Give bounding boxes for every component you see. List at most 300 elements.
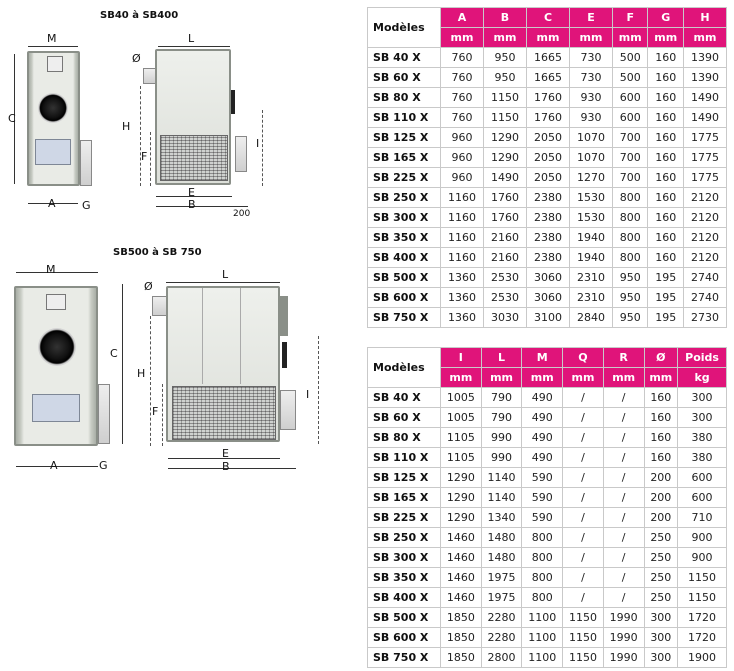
table-row [368, 508, 727, 528]
model-cell: SB 110 X [368, 108, 441, 128]
value-cell: 195 [648, 288, 683, 308]
value-cell: 1460 [441, 548, 482, 568]
value-cell: 2120 [683, 208, 726, 228]
value-cell: 160 [648, 248, 683, 268]
value-cell: 1530 [570, 208, 613, 228]
model-cell: SB 165 X [368, 148, 441, 168]
value-cell: 490 [522, 408, 563, 428]
model-cell: SB 125 X [368, 468, 441, 488]
value-cell: 2730 [683, 308, 726, 328]
value-cell: 1460 [441, 588, 482, 608]
value-cell: 1005 [441, 388, 482, 408]
value-cell: 1290 [484, 128, 527, 148]
value-cell: 1160 [441, 208, 484, 228]
table-row [368, 628, 727, 648]
model-cell: SB 600 X [368, 628, 441, 648]
value-cell: 3060 [527, 268, 570, 288]
value-cell: 1975 [481, 588, 522, 608]
table-row [368, 468, 727, 488]
value-cell: 1720 [678, 628, 727, 648]
top-front-vent [47, 56, 63, 72]
value-cell: 160 [648, 88, 683, 108]
model-cell: SB 750 X [368, 648, 441, 668]
top-diagram-caption: SB40 à SB400 [100, 10, 179, 21]
value-cell: 1100 [522, 648, 563, 668]
table-row [368, 248, 727, 268]
dim-label-m-top: M [47, 32, 57, 45]
table-row [368, 428, 727, 448]
dim-label-diam-bottom: Ø [144, 280, 153, 293]
value-cell: 160 [644, 448, 678, 468]
value-cell: 1150 [563, 628, 604, 648]
value-cell: 200 [644, 508, 678, 528]
model-cell: SB 400 X [368, 588, 441, 608]
value-cell: 300 [644, 608, 678, 628]
unit-header: mm [527, 28, 570, 48]
value-cell: 600 [613, 88, 648, 108]
value-cell: / [603, 388, 644, 408]
bottom-side-flue-box [280, 296, 288, 336]
bottom-side-duct [280, 390, 296, 430]
value-cell: 2050 [527, 148, 570, 168]
dim-label-i-bottom: I [306, 388, 310, 401]
value-cell: 1100 [522, 628, 563, 648]
value-cell: 1665 [527, 48, 570, 68]
unit-header: mm [648, 28, 683, 48]
value-cell: 2050 [527, 128, 570, 148]
table-row [368, 68, 727, 88]
value-cell: 1140 [481, 468, 522, 488]
value-cell: 250 [644, 528, 678, 548]
value-cell: 300 [644, 648, 678, 668]
dimensions-table-2 [367, 347, 727, 668]
model-cell: SB 40 X [368, 388, 441, 408]
value-cell: 1290 [441, 468, 482, 488]
column-header: F [613, 8, 648, 28]
value-cell: 800 [613, 248, 648, 268]
unit-header: kg [678, 368, 727, 388]
value-cell: 3030 [484, 308, 527, 328]
table-row [368, 268, 727, 288]
value-cell: / [603, 548, 644, 568]
value-cell: 960 [441, 128, 484, 148]
model-column-header: Modèles [368, 8, 441, 48]
value-cell: 930 [570, 88, 613, 108]
dim-label-c-bottom: C [110, 347, 118, 360]
table-row [368, 188, 727, 208]
model-cell: SB 80 X [368, 428, 441, 448]
value-cell: 2280 [481, 608, 522, 628]
value-cell: 2800 [481, 648, 522, 668]
bottom-front-vent [46, 294, 66, 310]
bottom-front-view [14, 286, 98, 446]
table-row [368, 608, 727, 628]
value-cell: 1530 [570, 188, 613, 208]
value-cell: 1150 [678, 588, 727, 608]
value-cell: / [603, 508, 644, 528]
dim-line-b-bottom [168, 468, 296, 469]
value-cell: 2120 [683, 248, 726, 268]
value-cell: 160 [648, 148, 683, 168]
value-cell: 1490 [683, 88, 726, 108]
value-cell: / [603, 448, 644, 468]
value-cell: 930 [570, 108, 613, 128]
model-cell: SB 225 X [368, 508, 441, 528]
value-cell: 590 [522, 508, 563, 528]
value-cell: 590 [522, 468, 563, 488]
value-cell: 1160 [441, 248, 484, 268]
value-cell: 160 [648, 208, 683, 228]
value-cell: / [563, 548, 604, 568]
value-cell: 1105 [441, 448, 482, 468]
unit-header: mm [484, 28, 527, 48]
value-cell: 1850 [441, 608, 482, 628]
value-cell: 730 [570, 68, 613, 88]
value-cell: 2120 [683, 228, 726, 248]
model-cell: SB 225 X [368, 168, 441, 188]
dim-label-f-bottom: F [152, 405, 159, 418]
unit-header: mm [644, 368, 678, 388]
value-cell: 1990 [603, 628, 644, 648]
value-cell: 600 [613, 108, 648, 128]
dim-label-g-bottom: G [99, 459, 108, 472]
value-cell: 950 [484, 68, 527, 88]
table-row [368, 168, 727, 188]
value-cell: 1940 [570, 248, 613, 268]
top-side-duct [235, 136, 247, 172]
column-header: G [648, 8, 683, 28]
value-cell: 2380 [527, 248, 570, 268]
table-row [368, 568, 727, 588]
dim-line-c-bottom [122, 284, 123, 444]
dim-label-f-top: F [141, 150, 148, 163]
value-cell: / [603, 408, 644, 428]
value-cell: / [563, 408, 604, 428]
value-cell: 760 [441, 88, 484, 108]
model-cell: SB 600 X [368, 288, 441, 308]
value-cell: 2380 [527, 188, 570, 208]
value-cell: 1390 [683, 48, 726, 68]
value-cell: 1360 [441, 268, 484, 288]
unit-header: mm [613, 28, 648, 48]
dim-label-g-top: G [82, 199, 91, 212]
table-row [368, 288, 727, 308]
dim-line-i-top [262, 110, 263, 186]
value-cell: 1760 [484, 208, 527, 228]
value-cell: 1460 [441, 568, 482, 588]
value-cell: 2840 [570, 308, 613, 328]
value-cell: 1360 [441, 308, 484, 328]
bottom-front-duct [98, 384, 110, 444]
value-cell: 1900 [678, 648, 727, 668]
value-cell: 2740 [683, 288, 726, 308]
value-cell: 1160 [441, 188, 484, 208]
value-cell: 2310 [570, 288, 613, 308]
value-cell: / [603, 428, 644, 448]
value-cell: 195 [648, 308, 683, 328]
column-header: A [441, 8, 484, 28]
value-cell: 800 [522, 588, 563, 608]
dim-label-m-bottom: M [46, 263, 56, 276]
value-cell: 195 [648, 268, 683, 288]
value-cell: 1150 [484, 108, 527, 128]
model-cell: SB 60 X [368, 68, 441, 88]
value-cell: 1760 [527, 108, 570, 128]
value-cell: 160 [644, 388, 678, 408]
value-cell: 2530 [484, 268, 527, 288]
table-row [368, 588, 727, 608]
unit-header: mm [481, 368, 522, 388]
model-cell: SB 250 X [368, 188, 441, 208]
value-cell: / [563, 468, 604, 488]
value-cell: / [603, 568, 644, 588]
column-header: R [603, 348, 644, 368]
value-cell: 960 [441, 148, 484, 168]
model-cell: SB 350 X [368, 228, 441, 248]
dim-label-h-top: H [122, 120, 131, 133]
value-cell: 1140 [481, 488, 522, 508]
dim-label-c-top: C [8, 112, 16, 125]
value-cell: 3100 [527, 308, 570, 328]
dim-line-b-top [156, 206, 248, 207]
value-cell: 950 [613, 268, 648, 288]
value-cell: 950 [613, 308, 648, 328]
dim-line-i-bottom [318, 336, 319, 444]
table-row [368, 308, 727, 328]
value-cell: 800 [522, 548, 563, 568]
value-cell: 900 [678, 528, 727, 548]
value-cell: 1150 [484, 88, 527, 108]
value-cell: 1150 [563, 608, 604, 628]
value-cell: 2740 [683, 268, 726, 288]
value-cell: 490 [522, 428, 563, 448]
value-cell: 1150 [678, 568, 727, 588]
value-cell: / [603, 468, 644, 488]
dim-line-m-top [28, 46, 78, 47]
value-cell: 760 [441, 108, 484, 128]
table-row [368, 408, 727, 428]
table-row [368, 108, 727, 128]
value-cell: 500 [613, 68, 648, 88]
table-row [368, 448, 727, 468]
model-cell: SB 300 X [368, 208, 441, 228]
unit-header: mm [570, 28, 613, 48]
column-header: M [522, 348, 563, 368]
dim-line-l-top [158, 46, 230, 47]
value-cell: / [563, 388, 604, 408]
value-cell: 790 [481, 408, 522, 428]
value-cell: 1990 [603, 608, 644, 628]
value-cell: 1775 [683, 148, 726, 168]
model-cell: SB 300 X [368, 548, 441, 568]
value-cell: 160 [644, 408, 678, 428]
dim-label-a-top: A [48, 197, 56, 210]
value-cell: 700 [613, 148, 648, 168]
value-cell: 800 [522, 568, 563, 588]
value-cell: 250 [644, 548, 678, 568]
value-cell: 250 [644, 588, 678, 608]
value-cell: 700 [613, 168, 648, 188]
dim-label-e-top: E [188, 186, 195, 199]
value-cell: 700 [613, 128, 648, 148]
column-header: Ø [644, 348, 678, 368]
dim-label-b-top: B [188, 198, 196, 211]
value-cell: 1850 [441, 628, 482, 648]
fan-icon [38, 328, 76, 366]
model-column-header: Modèles [368, 348, 441, 388]
model-cell: SB 110 X [368, 448, 441, 468]
value-cell: 950 [484, 48, 527, 68]
table-row [368, 488, 727, 508]
column-header: C [527, 8, 570, 28]
unit-header: mm [563, 368, 604, 388]
control-panel [32, 394, 80, 422]
model-cell: SB 40 X [368, 48, 441, 68]
bottom-side-connector [282, 342, 287, 368]
product-diagrams [0, 0, 360, 671]
value-cell: 300 [678, 408, 727, 428]
value-cell: 900 [678, 548, 727, 568]
value-cell: 1290 [441, 488, 482, 508]
value-cell: 1070 [570, 148, 613, 168]
value-cell: 1160 [441, 228, 484, 248]
bottom-diagram-caption: SB500 à SB 750 [113, 247, 202, 258]
table-row [368, 88, 727, 108]
value-cell: / [563, 528, 604, 548]
value-cell: 160 [648, 188, 683, 208]
column-header: L [481, 348, 522, 368]
value-cell: / [563, 568, 604, 588]
value-cell: 200 [644, 488, 678, 508]
value-cell: 160 [648, 68, 683, 88]
model-cell: SB 250 X [368, 528, 441, 548]
unit-header: mm [441, 368, 482, 388]
value-cell: 710 [678, 508, 727, 528]
value-cell: 1940 [570, 228, 613, 248]
value-cell: 380 [678, 428, 727, 448]
unit-header: mm [441, 28, 484, 48]
value-cell: 1990 [603, 648, 644, 668]
unit-header: mm [683, 28, 726, 48]
value-cell: 2160 [484, 248, 527, 268]
column-header: Poids [678, 348, 727, 368]
value-cell: 800 [613, 188, 648, 208]
column-header: H [683, 8, 726, 28]
value-cell: 1290 [484, 148, 527, 168]
value-cell: / [563, 508, 604, 528]
column-header: Q [563, 348, 604, 368]
value-cell: 300 [644, 628, 678, 648]
dim-label-b-bottom: B [222, 460, 230, 473]
table-row [368, 528, 727, 548]
value-cell: 2380 [527, 228, 570, 248]
value-cell: 1490 [683, 108, 726, 128]
value-cell: 1480 [481, 528, 522, 548]
dim-label-l-top: L [188, 32, 195, 45]
table-row [368, 148, 727, 168]
dim-label-h-bottom: H [137, 367, 146, 380]
dim-label-l-bottom: L [222, 268, 229, 281]
value-cell: 590 [522, 488, 563, 508]
value-cell: 1360 [441, 288, 484, 308]
table-row [368, 48, 727, 68]
value-cell: 990 [481, 448, 522, 468]
top-front-duct [80, 140, 92, 186]
value-cell: 1460 [441, 528, 482, 548]
value-cell: 1150 [563, 648, 604, 668]
value-cell: 2530 [484, 288, 527, 308]
value-cell: 160 [648, 228, 683, 248]
control-panel [35, 139, 71, 165]
value-cell: 990 [481, 428, 522, 448]
bottom-side-grille [172, 386, 276, 440]
value-cell: 490 [522, 448, 563, 468]
value-cell: 1105 [441, 428, 482, 448]
value-cell: 1490 [484, 168, 527, 188]
table-header-row [368, 348, 727, 368]
table-row [368, 228, 727, 248]
value-cell: 250 [644, 568, 678, 588]
unit-header: mm [603, 368, 644, 388]
table-row [368, 648, 727, 668]
value-cell: 2120 [683, 188, 726, 208]
value-cell: 1975 [481, 568, 522, 588]
value-cell: 760 [441, 48, 484, 68]
value-cell: 1100 [522, 608, 563, 628]
dim-label-e-bottom: E [222, 447, 229, 460]
dim-line-f-top [150, 132, 151, 186]
value-cell: 3060 [527, 288, 570, 308]
dim-label-a-bottom: A [50, 459, 58, 472]
value-cell: 160 [644, 428, 678, 448]
model-cell: SB 80 X [368, 88, 441, 108]
value-cell: / [603, 528, 644, 548]
value-cell: 1070 [570, 128, 613, 148]
table-header-row [368, 8, 727, 28]
top-side-grille [160, 135, 228, 181]
value-cell: 200 [644, 468, 678, 488]
value-cell: 1480 [481, 548, 522, 568]
column-header: E [570, 8, 613, 28]
value-cell: 800 [613, 208, 648, 228]
value-cell: 1775 [683, 168, 726, 188]
value-cell: 600 [678, 488, 727, 508]
column-header: B [484, 8, 527, 28]
model-cell: SB 60 X [368, 408, 441, 428]
value-cell: / [563, 588, 604, 608]
value-cell: 160 [648, 108, 683, 128]
value-cell: 300 [678, 388, 727, 408]
value-cell: / [563, 448, 604, 468]
table-row [368, 128, 727, 148]
dim-label-i-top: I [256, 137, 260, 150]
table-row [368, 388, 727, 408]
table-row [368, 208, 727, 228]
value-cell: 1390 [683, 68, 726, 88]
model-cell: SB 125 X [368, 128, 441, 148]
dim-line-h-bottom [150, 316, 151, 446]
value-cell: 730 [570, 48, 613, 68]
dim-line-l-bottom [166, 282, 280, 283]
model-cell: SB 500 X [368, 608, 441, 628]
dim-label-diam-top: Ø [132, 52, 141, 65]
value-cell: / [563, 428, 604, 448]
value-cell: 1290 [441, 508, 482, 528]
value-cell: 160 [648, 48, 683, 68]
model-cell: SB 350 X [368, 568, 441, 588]
value-cell: 1665 [527, 68, 570, 88]
model-cell: SB 500 X [368, 268, 441, 288]
